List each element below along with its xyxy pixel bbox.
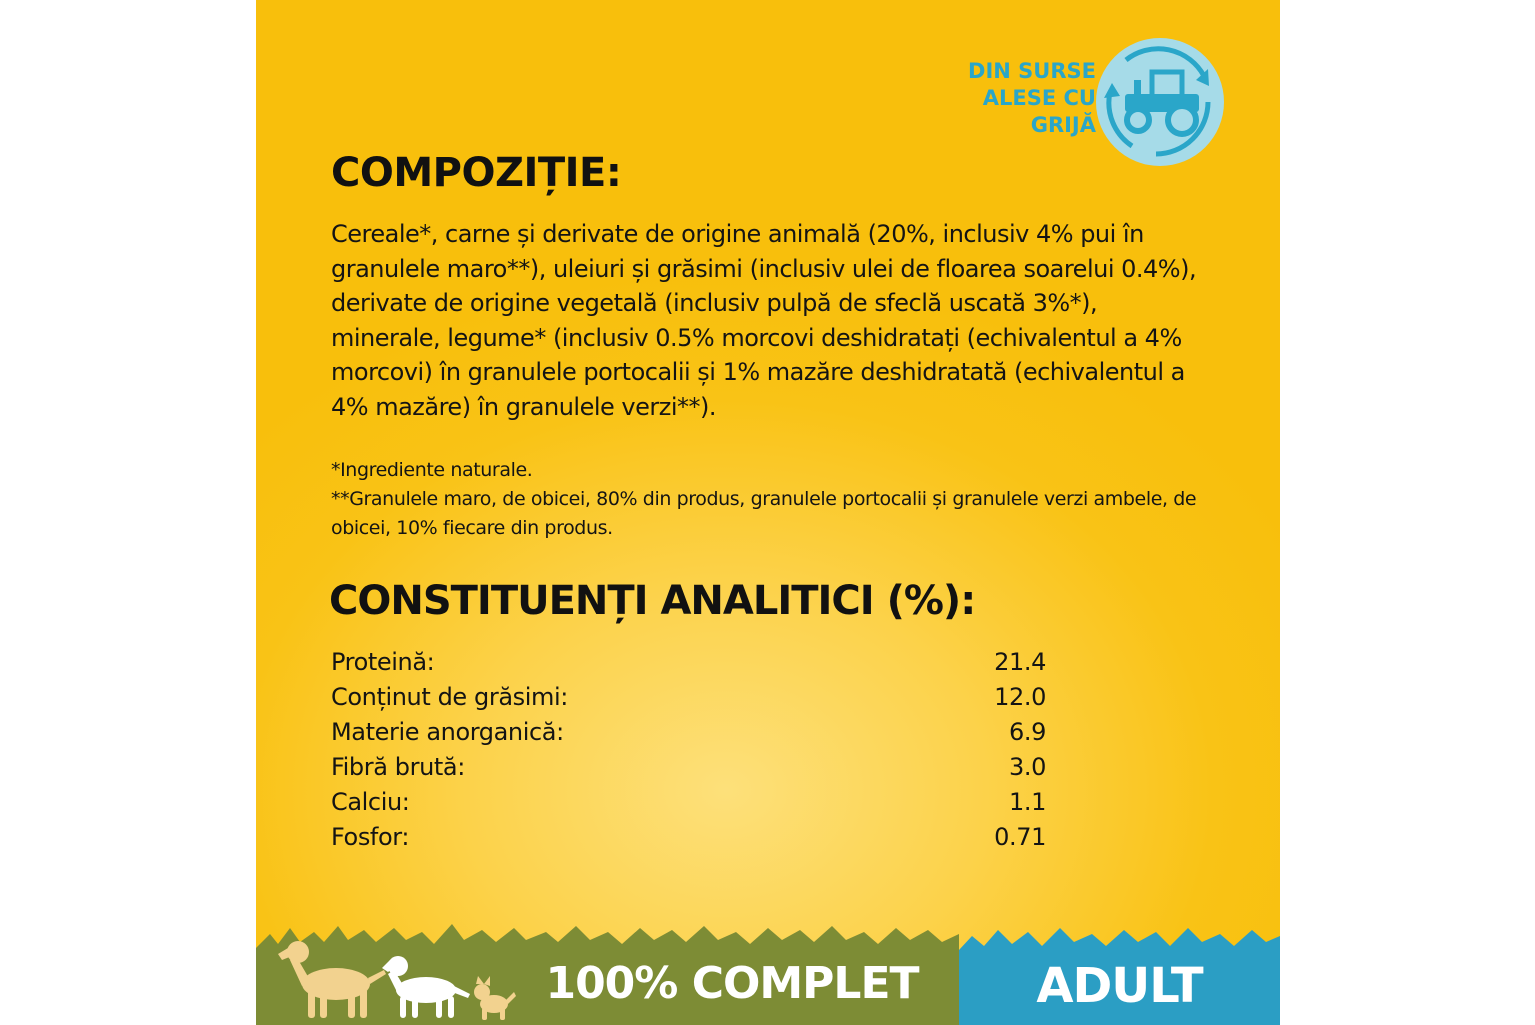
analytics-row (331, 680, 1046, 715)
product-info-panel (256, 0, 1280, 1025)
row-value: 0.71 (994, 823, 1046, 851)
row-value: 21.4 (994, 648, 1046, 676)
footnote-granules: **Granulele maro, de obicei, 80% din produs, granulele portocalii și granulele verzi ambele, de obicei, 10% fiecare din produs. (331, 488, 1197, 539)
row-value: 1.1 (1009, 788, 1046, 816)
footnote-natural: *Ingrediente naturale. (331, 459, 533, 481)
badge-line-3: GRIJĂ (1030, 113, 1096, 137)
tractor-recycle-icon (1092, 36, 1228, 168)
analytics-table (331, 645, 1046, 855)
analytics-row (331, 750, 1046, 785)
row-value: 6.9 (1009, 718, 1046, 746)
analytics-row (331, 820, 1046, 855)
composition-footnotes (331, 456, 1231, 543)
badge-line-1: DIN SURSE (968, 59, 1096, 83)
row-label: Conținut de grăsimi: (331, 683, 568, 711)
sourcing-badge-text (916, 58, 1096, 139)
analytics-title: CONSTITUENȚI ANALITICI (%): (329, 578, 976, 624)
row-label: Fosfor: (331, 823, 410, 851)
analytics-row (331, 645, 1046, 680)
row-value: 3.0 (1009, 753, 1046, 781)
analytics-row (331, 785, 1046, 820)
analytics-row (331, 715, 1046, 750)
row-value: 12.0 (994, 683, 1046, 711)
complete-label: 100% COMPLET (545, 958, 919, 1009)
row-label: Proteină: (331, 648, 435, 676)
row-label: Fibră brută: (331, 753, 465, 781)
adult-label: ADULT (1036, 958, 1203, 1014)
row-label: Materie anorganică: (331, 718, 564, 746)
composition-title: COMPOZIȚIE: (331, 150, 622, 196)
composition-text: Cereale*, carne și derivate de origine animală (20%, inclusiv 4% pui în granulele maro**), uleiuri și grăsimi (inclusiv ulei de floarea soarelui 0.4%), derivate de origine vegetală (inclusiv pulpă de sfeclă uscată 3%*), minerale, legume* (inclusiv 0.5% morcovi deshidratați (echivalentul a 4% morcovi) în granulele portocalii și 1% mazăre deshidratată (echivalentul a 4% mazăre) în granulele verzi**). (331, 220, 1197, 421)
badge-line-2: ALESE CU (982, 86, 1096, 110)
row-label: Calciu: (331, 788, 410, 816)
